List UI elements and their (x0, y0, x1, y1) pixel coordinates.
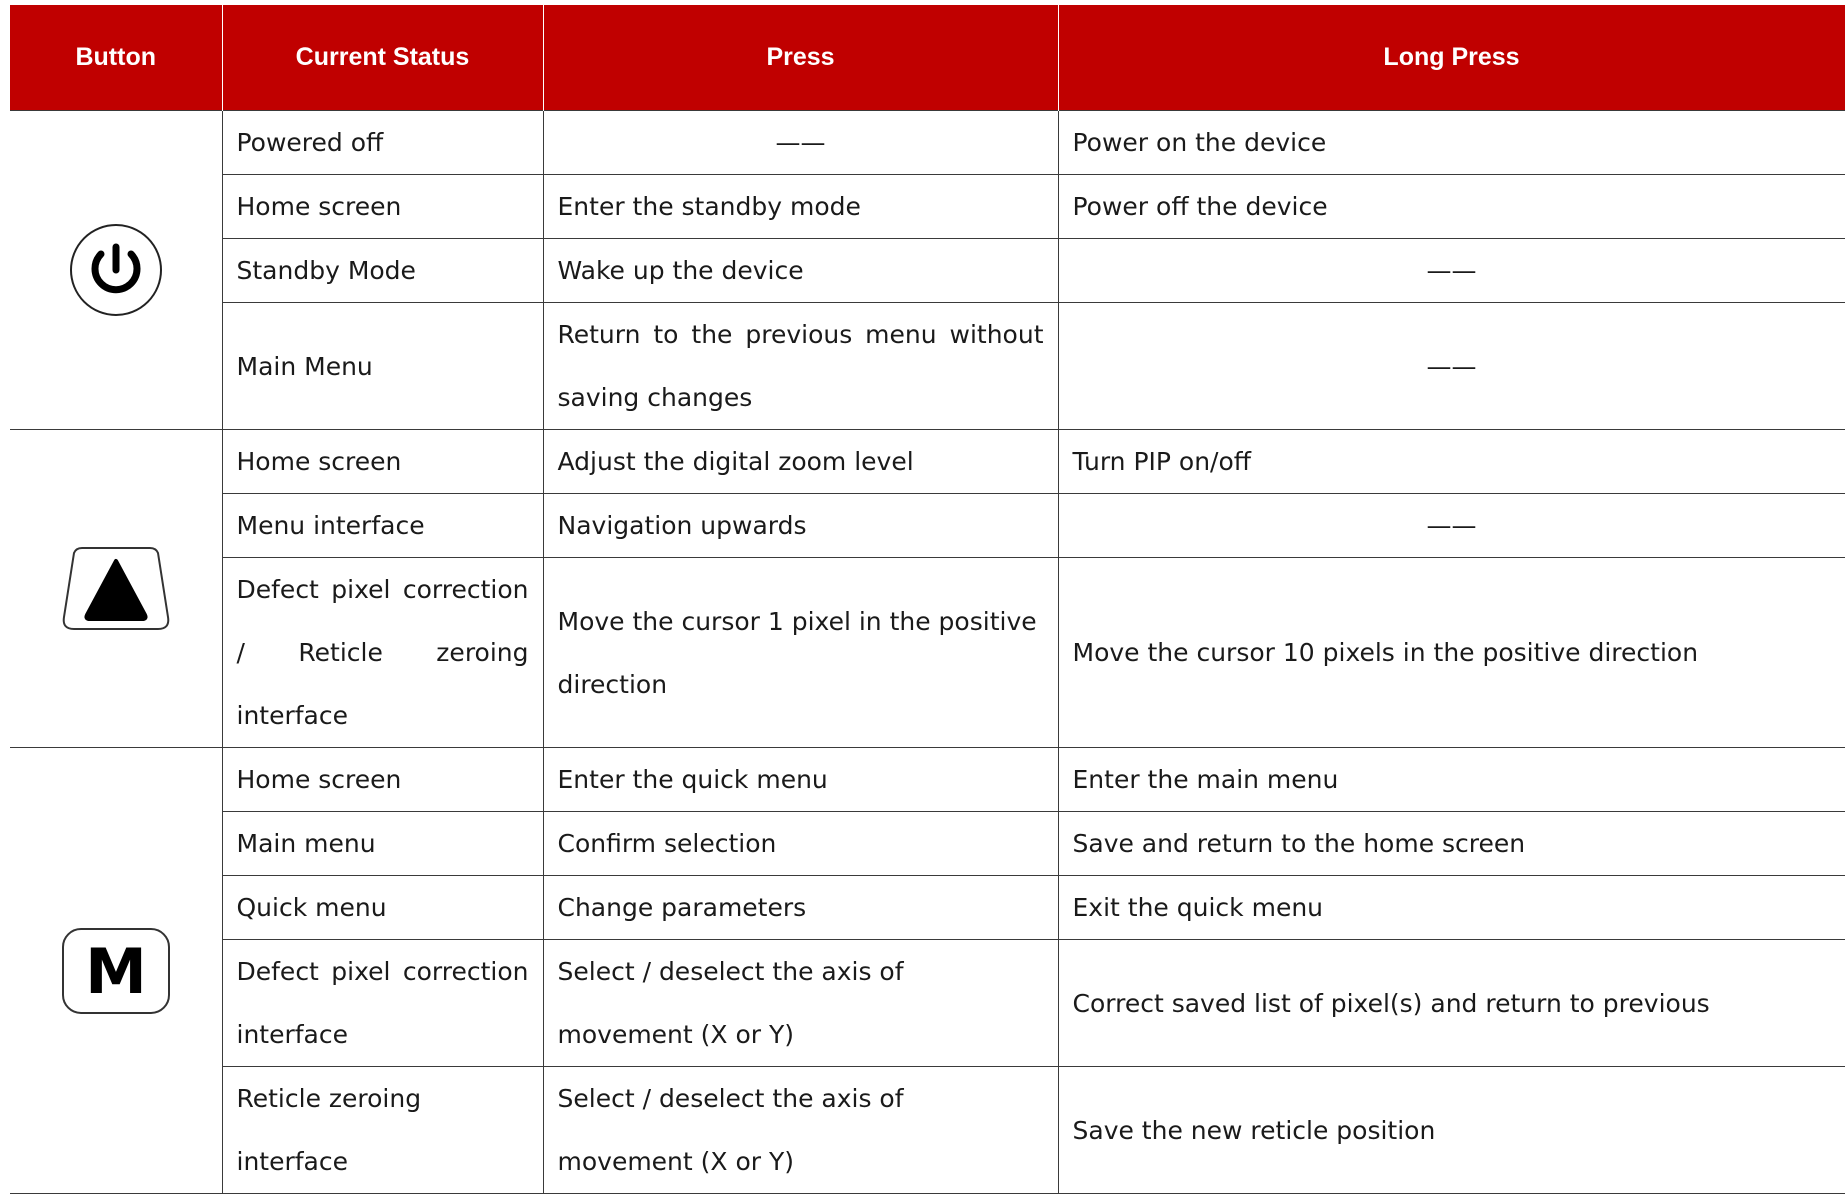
long-press-cell: —— (1058, 494, 1845, 558)
status-cell: Defect pixel correction / Reticle zeroing interface (222, 558, 543, 748)
table-row (10, 494, 1845, 558)
status-cell: Standby Mode (222, 239, 543, 303)
long-press-cell: Power on the device (1058, 111, 1845, 175)
press-cell: Select / deselect the axis of movement (X or Y) (543, 1067, 1058, 1194)
long-press-cell: —— (1058, 239, 1845, 303)
header-current-status: Current Status (222, 5, 543, 111)
table-row (10, 430, 1845, 494)
press-cell: Move the cursor 1 pixel in the positive direction (543, 558, 1058, 748)
press-cell: Change parameters (543, 876, 1058, 940)
press-cell: Adjust the digital zoom level (543, 430, 1058, 494)
status-cell: Powered off (222, 111, 543, 175)
long-press-cell: Correct saved list of pixel(s) and return to previous (1058, 940, 1845, 1067)
header-button: Button (10, 5, 222, 111)
press-cell: Navigation upwards (543, 494, 1058, 558)
status-cell: Home screen (222, 748, 543, 812)
status-cell: Quick menu (222, 876, 543, 940)
press-cell: Enter the quick menu (543, 748, 1058, 812)
long-press-cell: Save and return to the home screen (1058, 812, 1845, 876)
table-row (10, 940, 1845, 1067)
table-row (10, 812, 1845, 876)
press-cell: Confirm selection (543, 812, 1058, 876)
up-triangle-icon (61, 545, 171, 633)
press-cell: Select / deselect the axis of movement (X or Y) (543, 940, 1058, 1067)
table-row (10, 748, 1845, 812)
table-row (10, 175, 1845, 239)
m-button-icon (61, 927, 171, 1015)
long-press-cell: Save the new reticle position (1058, 1067, 1845, 1194)
press-cell: Return to the previous menu without saving changes (543, 303, 1058, 430)
status-cell: Menu interface (222, 494, 543, 558)
header-press: Press (543, 5, 1058, 111)
press-cell: —— (543, 111, 1058, 175)
button-function-table (10, 5, 1845, 1194)
m-letter: M (84, 934, 147, 1008)
table-row (10, 558, 1845, 748)
press-cell: Wake up the device (543, 239, 1058, 303)
status-cell: Defect pixel correction interface (222, 940, 543, 1067)
power-icon (68, 222, 164, 318)
long-press-cell: —— (1058, 303, 1845, 430)
status-cell: Home screen (222, 175, 543, 239)
status-cell: Main Menu (222, 303, 543, 430)
long-press-cell: Exit the quick menu (1058, 876, 1845, 940)
status-cell: Home screen (222, 430, 543, 494)
long-press-cell: Turn PIP on/off (1058, 430, 1845, 494)
table-row (10, 876, 1845, 940)
long-press-cell: Move the cursor 10 pixels in the positive direction (1058, 558, 1845, 748)
table-row (10, 239, 1845, 303)
header-long-press: Long Press (1058, 5, 1845, 111)
power-button-cell (10, 111, 222, 430)
table-row (10, 111, 1845, 175)
table-row (10, 303, 1845, 430)
long-press-cell: Enter the main menu (1058, 748, 1845, 812)
table-row (10, 1067, 1845, 1194)
m-button-cell (10, 748, 222, 1194)
press-cell: Enter the standby mode (543, 175, 1058, 239)
status-cell: Reticle zeroing interface (222, 1067, 543, 1194)
status-cell: Main menu (222, 812, 543, 876)
long-press-cell: Power off the device (1058, 175, 1845, 239)
table-header-row (10, 5, 1845, 111)
up-button-cell (10, 430, 222, 748)
